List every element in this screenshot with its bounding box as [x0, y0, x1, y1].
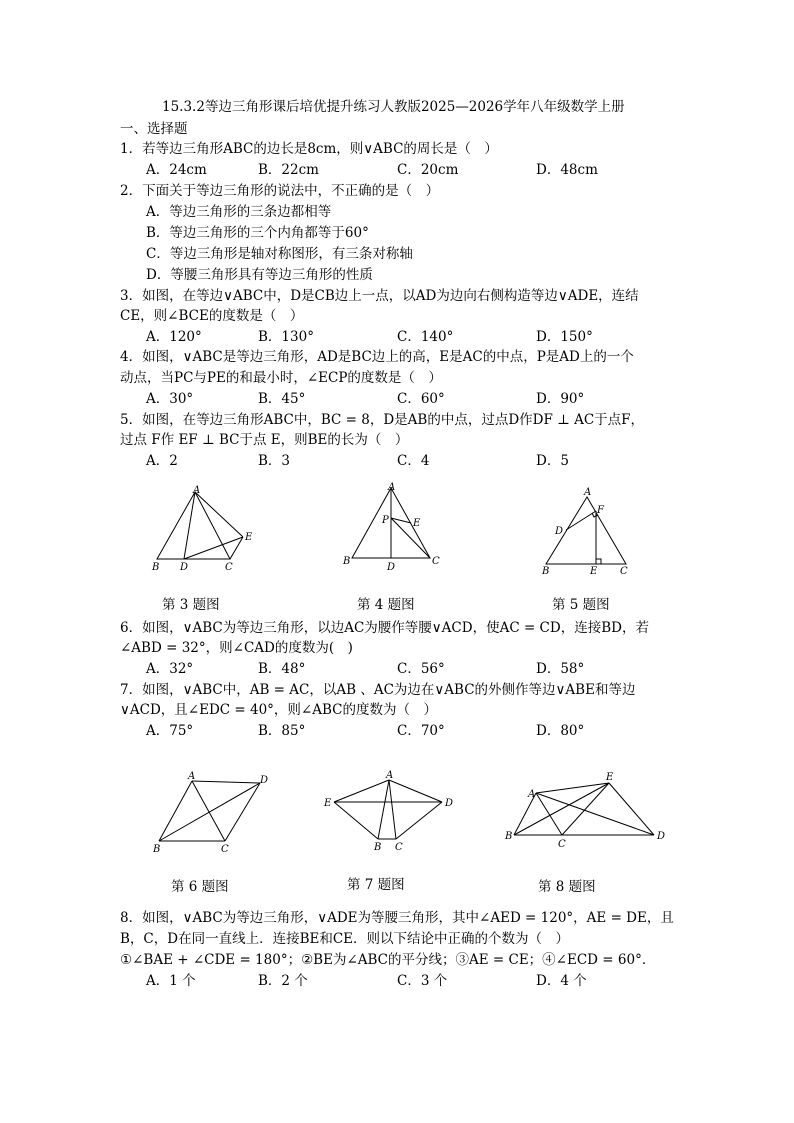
q5-option-c: C．4 [397, 453, 430, 469]
fig5-label-c: C [620, 566, 628, 577]
q5-option-d: D．5 [536, 453, 569, 469]
q3-option-b: B．130° [258, 329, 314, 345]
fig3-label-c: C [225, 562, 233, 573]
q4-stem-line1: 4．如图，∨ABC是等边三角形，AD是BC边上的高，E是AC的中点，P是AD上的一个 [120, 349, 634, 365]
figure-q5 [538, 484, 638, 578]
fig5-line-df [566, 511, 596, 530]
figure-q3 [150, 482, 260, 574]
caption-fig8: 第 8 题图 [538, 879, 596, 895]
figure-q4 [340, 480, 450, 576]
fig6-label-b: B [153, 844, 161, 855]
q7-stem-line1: 7．如图，∨ABC中，AB = AC，以AB 、AC为边在∨ABC的外侧作等边∨ABE和等边 [120, 682, 636, 698]
fig4-label-d: D [387, 562, 396, 573]
q4-option-d: D．90° [536, 391, 585, 407]
fig6-label-a: A [188, 771, 196, 782]
fig7-label-a: A [386, 770, 394, 781]
fig8-label-e: E [606, 772, 614, 783]
q3-option-d: D．150° [536, 329, 593, 345]
fig5-label-b: B [542, 566, 550, 577]
fig3-label-d: D [180, 562, 189, 573]
q1-option-a: A．24cm [146, 162, 207, 178]
q6-option-d: D．58° [536, 661, 585, 677]
fig3-label-e: E [245, 532, 253, 543]
fig6-line-bd [159, 783, 260, 841]
fig4-label-a: A [388, 482, 396, 493]
q2-choice-b: B．等边三角形的三个内角都等于60° [146, 225, 369, 241]
caption-fig6: 第 6 题图 [171, 879, 229, 895]
q6-option-c: C．56° [397, 661, 445, 677]
q1-option-b: B．22cm [258, 162, 319, 178]
fig4-label-p: P [382, 515, 389, 526]
q8-stem-line1: 8．如图，∨ABC为等边三角形，∨ADE为等腰三角形，其中∠AED = 120°，AE = DE，且 [120, 910, 674, 926]
figure-q6 [148, 766, 278, 860]
q3-option-c: C．140° [397, 329, 454, 345]
q8-stem-line2: B，C，D在同一直线上．连接BE和CE．则以下结论中正确的个数为（ ） [120, 931, 570, 947]
q4-stem-line2: 动点，当PC与PE的和最小时，∠ECP的度数是（ ） [120, 370, 442, 386]
fig7-label-c: C [395, 842, 403, 853]
q1-option-d: D．48cm [536, 162, 598, 178]
q6-option-a: A．32° [146, 661, 194, 677]
figure-q7 [320, 766, 460, 858]
fig7-line-eb [334, 802, 378, 839]
q8-option-b: B．2 个 [258, 973, 308, 989]
q6-stem-line1: 6．如图，∨ABC为等边三角形，以边AC为腰作等腰∨ACD，使AC = CD，连接BD，若 [120, 620, 649, 636]
fig7-line-ba [378, 780, 389, 839]
q2-choice-c: C．等边三角形是轴对称图形，有三条对称轴 [146, 246, 413, 262]
q7-option-a: A．75° [146, 723, 194, 739]
q4-option-c: C．60° [397, 391, 445, 407]
q7-option-d: D．80° [536, 723, 585, 739]
fig3-line-ae [195, 492, 243, 537]
q3-option-a: A．120° [146, 329, 202, 345]
fig6-line-cd [225, 783, 260, 841]
page-title: 15.3.2等边三角形课后培优提升练习人教版2025—2026学年八年级数学上册 [162, 99, 625, 115]
section-heading: 一、选择题 [120, 121, 188, 137]
fig8-label-c: C [558, 839, 566, 850]
q6-option-b: B．48° [258, 661, 306, 677]
fig8-label-d: D [657, 831, 666, 842]
fig5-label-a: A [584, 487, 592, 498]
fig7-label-e: E [324, 798, 332, 809]
q3-stem-line2: CE，则∠BCE的度数是（ ） [120, 308, 304, 324]
fig3-label-a: A [193, 485, 201, 496]
q5-stem-line1: 5．如图，在等边三角形ABC中，BC = 8，D是AB的中点，过点D作DF ⊥ AC于点F， [120, 412, 645, 428]
fig5-label-d: D [555, 526, 564, 537]
fig7-line-ac [389, 780, 396, 839]
fig3-line-ce [230, 537, 243, 559]
q2-choice-d: D．等腰三角形具有等边三角形的性质 [146, 267, 373, 283]
fig3-line-de [184, 537, 243, 559]
fig4-label-b: B [343, 556, 351, 567]
q2-choice-a: A．等边三角形的三条边都相等 [146, 204, 332, 220]
q4-option-b: B．45° [258, 391, 306, 407]
caption-fig5: 第 5 题图 [552, 597, 610, 613]
q8-option-a: A．1 个 [146, 973, 196, 989]
fig3-label-b: B [152, 562, 160, 573]
fig7-label-d: D [445, 798, 454, 809]
q4-option-a: A．30° [146, 391, 194, 407]
caption-fig4: 第 4 题图 [357, 597, 415, 613]
q2-stem: 2．下面关于等边三角形的说法中，不正确的是（ ） [120, 183, 440, 199]
q6-stem-line2: ∠ABD = 32°，则∠CAD的度数为( ) [120, 640, 353, 656]
fig8-label-a: A [528, 789, 536, 800]
fig7-line-ea [334, 780, 389, 802]
q7-option-b: B．85° [258, 723, 306, 739]
q5-stem-line2: 过点 F作 EF ⊥ BC于点 E，则BE的长为（ ） [120, 432, 409, 448]
fig5-label-f: F [597, 505, 604, 516]
fig6-line-ac [192, 781, 225, 841]
fig7-line-cd [396, 802, 442, 839]
fig7-line-ad [389, 780, 442, 802]
q1-stem: 1．若等边三角形ABC的边长是8cm，则∨ABC的周长是（ ） [120, 141, 498, 157]
q3-stem-line1: 3．如图，在等边∨ABC中，D是CB边上一点，以AD为边向右侧构造等边∨ADE，连结 [120, 288, 639, 304]
fig5-right-angle-e [596, 559, 601, 564]
q5-option-b: B．3 [258, 453, 291, 469]
figure-q8 [500, 766, 670, 858]
fig4-label-c: C [432, 556, 440, 567]
fig8-line-ac [536, 793, 562, 835]
fig7-label-b: B [374, 842, 382, 853]
fig6-label-c: C [221, 844, 229, 855]
fig6-label-d: D [260, 775, 269, 786]
q1-option-c: C．20cm [397, 162, 459, 178]
q7-option-c: C．70° [397, 723, 445, 739]
q8-option-c: C．3 个 [397, 973, 448, 989]
q7-stem-line2: ∨ACD，且∠EDC = 40°，则∠ABC的度数为（ ） [120, 702, 437, 718]
caption-fig7: 第 7 题图 [347, 877, 405, 893]
fig8-label-b: B [505, 831, 513, 842]
fig4-label-e: E [413, 518, 421, 529]
fig5-label-e: E [590, 566, 598, 577]
q5-option-a: A．2 [146, 453, 178, 469]
q8-statements: ①∠BAE + ∠CDE = 180°；②BE为∠ABC的平分线；③AE = CE；④∠ECD = 60°． [120, 952, 656, 968]
q8-option-d: D．4 个 [536, 973, 587, 989]
fig8-line-ae [536, 783, 609, 793]
fig6-line-ad [192, 781, 260, 783]
fig8-line-ce [562, 783, 609, 835]
caption-fig3: 第 3 题图 [162, 597, 220, 613]
